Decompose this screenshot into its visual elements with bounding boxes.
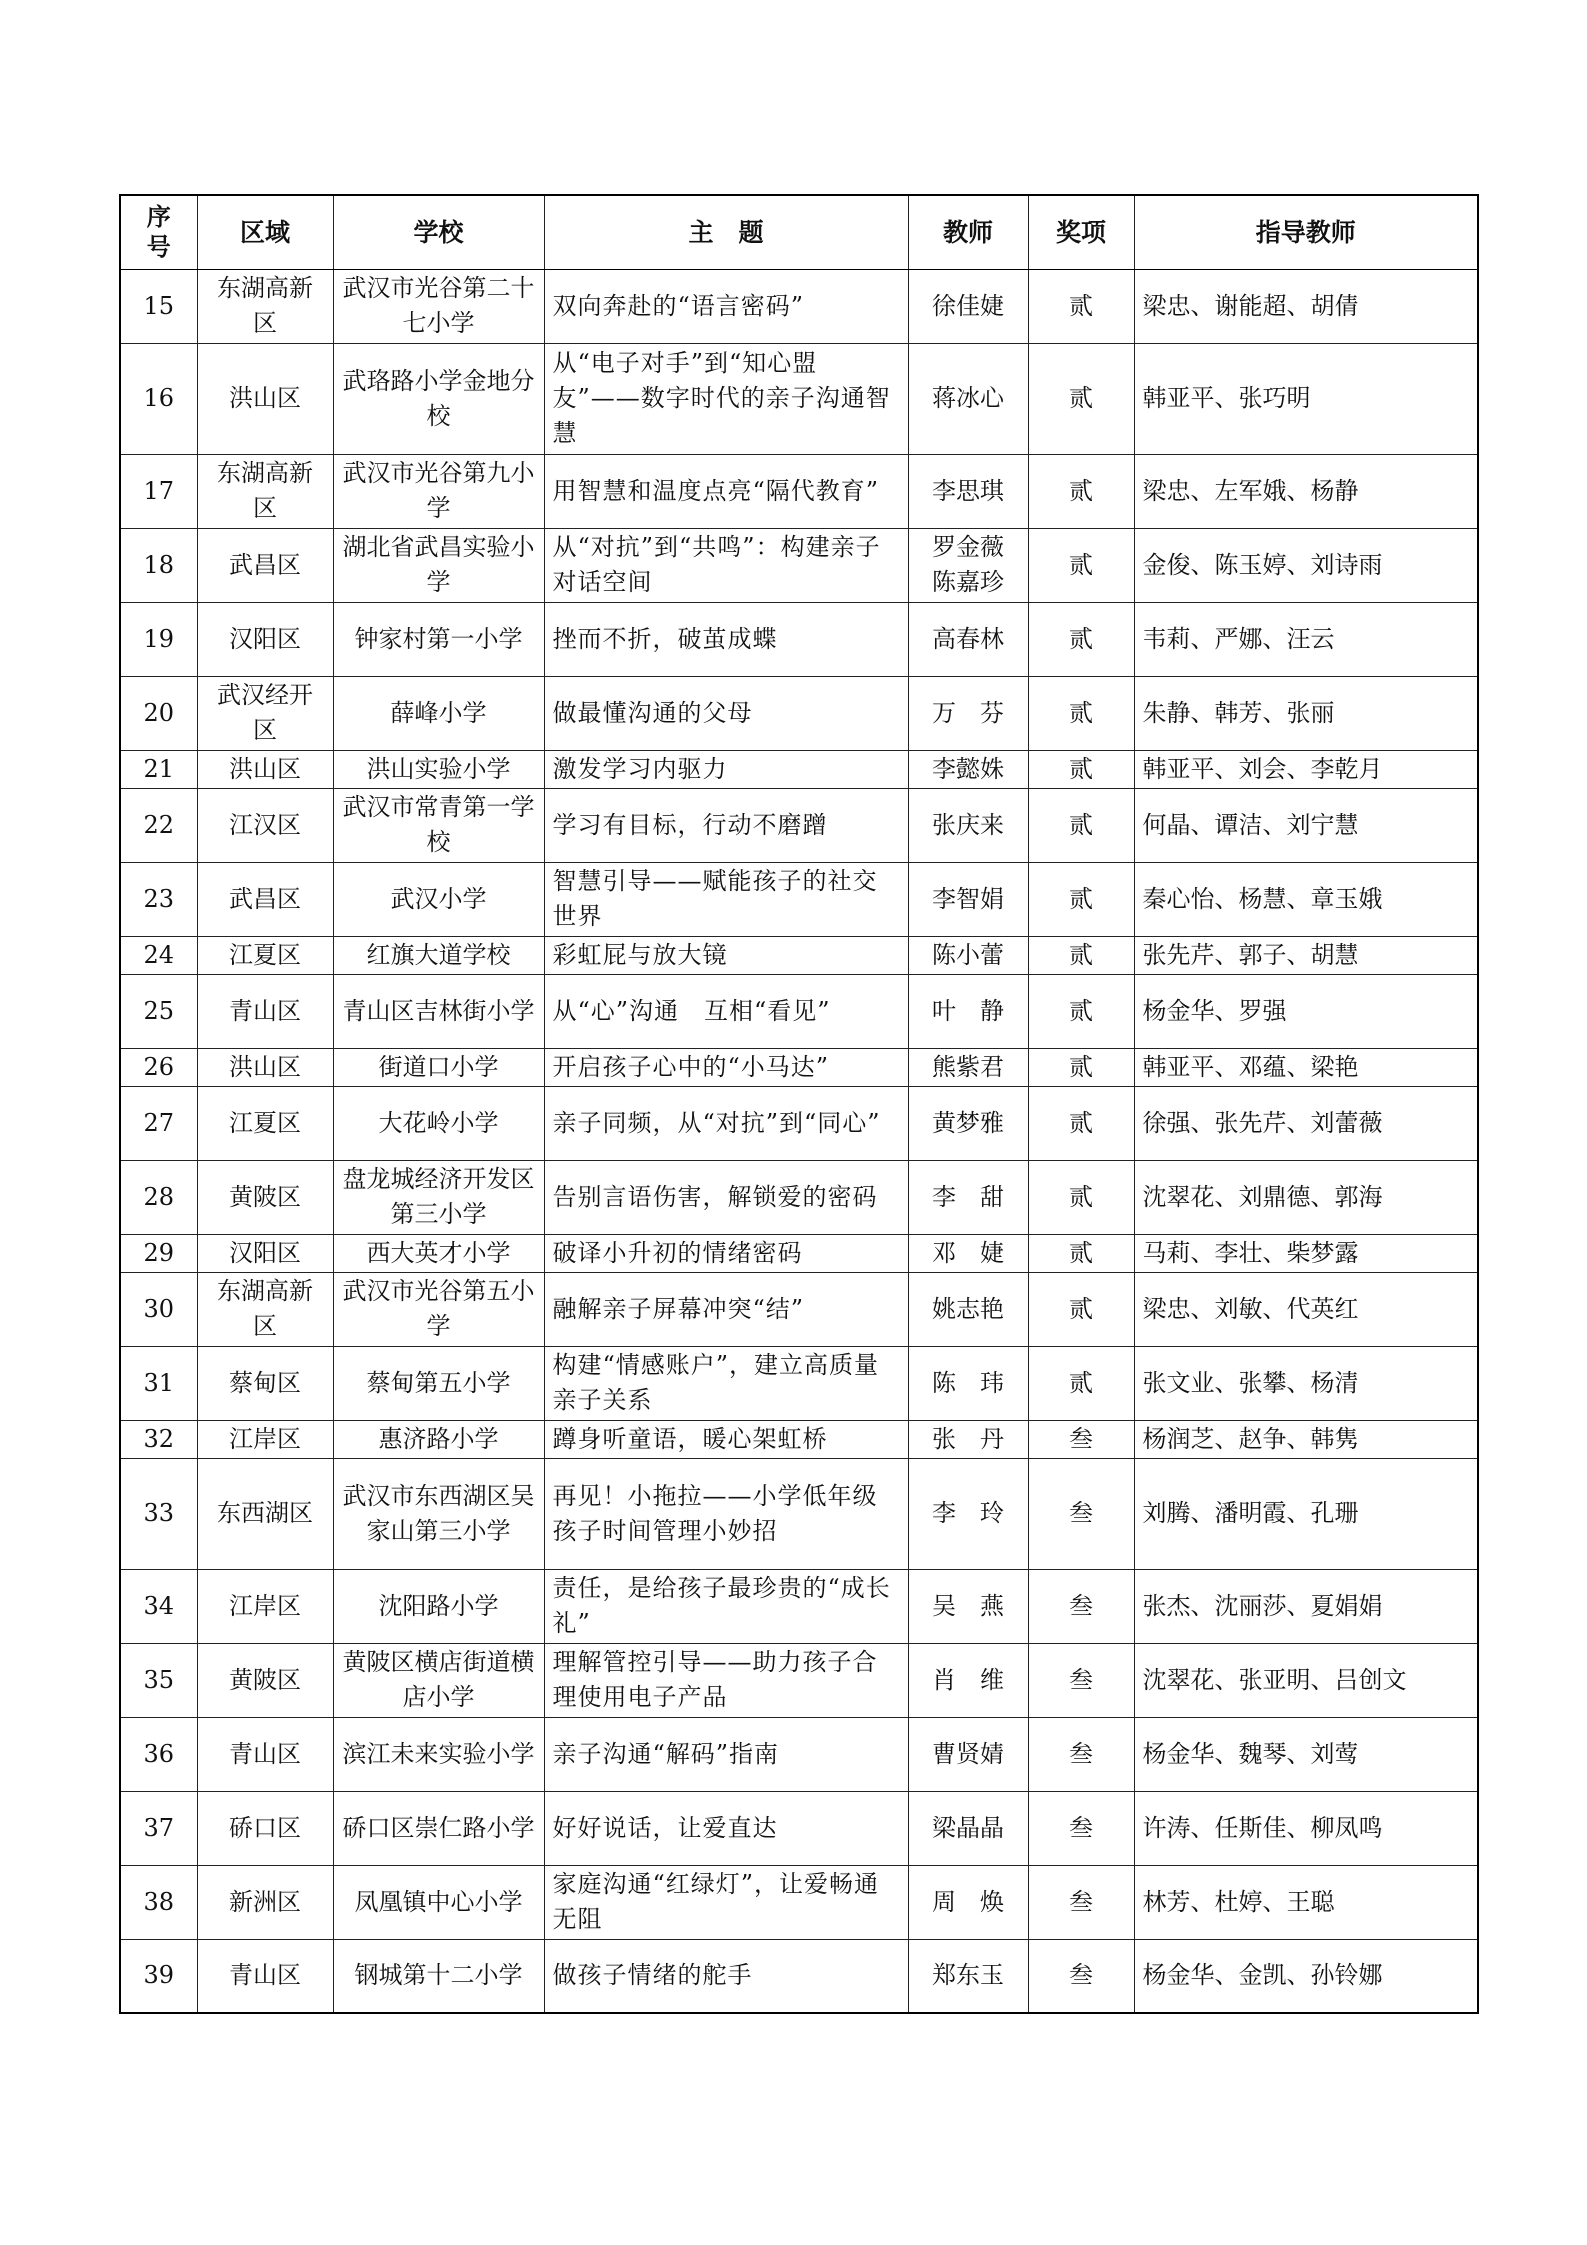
cell-seq: 16 xyxy=(120,343,197,454)
table-row xyxy=(120,862,1478,936)
cell-seq: 27 xyxy=(120,1086,197,1160)
table-row xyxy=(120,1458,1478,1569)
cell-mentors: 徐强、张先芹、刘蕾薇 xyxy=(1134,1086,1478,1160)
cell-topic: 从“心”沟通 互相“看见” xyxy=(544,974,908,1048)
cell-region: 青山区 xyxy=(197,974,333,1048)
header-seq: 序 号 xyxy=(120,195,197,269)
table-row xyxy=(120,1048,1478,1086)
table-row xyxy=(120,1272,1478,1346)
cell-seq: 22 xyxy=(120,788,197,862)
table-body xyxy=(120,269,1478,2013)
cell-mentors: 韦莉、严娜、汪云 xyxy=(1134,602,1478,676)
cell-school: 武汉市光谷第二十七小学 xyxy=(333,269,544,343)
cell-school: 街道口小学 xyxy=(333,1048,544,1086)
cell-mentors: 梁忠、左军娥、杨静 xyxy=(1134,454,1478,528)
table-row xyxy=(120,750,1478,788)
cell-topic: 用智慧和温度点亮“隔代教育” xyxy=(544,454,908,528)
cell-region: 武汉经开区 xyxy=(197,676,333,750)
table-row xyxy=(120,1569,1478,1643)
cell-seq: 38 xyxy=(120,1865,197,1939)
cell-school: 西大英才小学 xyxy=(333,1234,544,1272)
cell-award: 贰 xyxy=(1028,862,1134,936)
cell-teacher: 张庆来 xyxy=(908,788,1028,862)
cell-seq: 28 xyxy=(120,1160,197,1234)
header-award: 奖项 xyxy=(1028,195,1134,269)
cell-region: 武昌区 xyxy=(197,528,333,602)
cell-topic: 智慧引导——赋能孩子的社交世界 xyxy=(544,862,908,936)
cell-school: 沈阳路小学 xyxy=(333,1569,544,1643)
cell-award: 叁 xyxy=(1028,1791,1134,1865)
cell-teacher: 肖 维 xyxy=(908,1643,1028,1717)
header-teacher: 教师 xyxy=(908,195,1028,269)
cell-region: 洪山区 xyxy=(197,343,333,454)
cell-school: 钟家村第一小学 xyxy=(333,602,544,676)
cell-school: 黄陂区横店街道横店小学 xyxy=(333,1643,544,1717)
cell-teacher: 徐佳婕 xyxy=(908,269,1028,343)
cell-region: 江岸区 xyxy=(197,1569,333,1643)
cell-seq: 29 xyxy=(120,1234,197,1272)
cell-topic: 理解管控引导——助力孩子合理使用电子产品 xyxy=(544,1643,908,1717)
awards-table xyxy=(119,194,1479,2014)
cell-seq: 17 xyxy=(120,454,197,528)
cell-school: 武汉小学 xyxy=(333,862,544,936)
cell-mentors: 杨润芝、赵争、韩隽 xyxy=(1134,1420,1478,1458)
table-row xyxy=(120,1234,1478,1272)
cell-award: 贰 xyxy=(1028,974,1134,1048)
cell-region: 黄陂区 xyxy=(197,1160,333,1234)
cell-seq: 15 xyxy=(120,269,197,343)
cell-award: 贰 xyxy=(1028,1048,1134,1086)
cell-award: 叁 xyxy=(1028,1420,1134,1458)
cell-mentors: 张文业、张攀、杨清 xyxy=(1134,1346,1478,1420)
cell-award: 贰 xyxy=(1028,1160,1134,1234)
table-row xyxy=(120,1791,1478,1865)
header-region: 区域 xyxy=(197,195,333,269)
cell-region: 洪山区 xyxy=(197,1048,333,1086)
cell-teacher: 姚志艳 xyxy=(908,1272,1028,1346)
cell-topic: 双向奔赴的“语言密码” xyxy=(544,269,908,343)
cell-teacher: 李思琪 xyxy=(908,454,1028,528)
table-row xyxy=(120,602,1478,676)
cell-seq: 25 xyxy=(120,974,197,1048)
cell-award: 叁 xyxy=(1028,1939,1134,2013)
table-row xyxy=(120,974,1478,1048)
cell-mentors: 马莉、李壮、柴梦露 xyxy=(1134,1234,1478,1272)
cell-teacher: 陈 玮 xyxy=(908,1346,1028,1420)
cell-teacher: 李 玲 xyxy=(908,1458,1028,1569)
cell-topic: 好好说话，让爱直达 xyxy=(544,1791,908,1865)
cell-school: 青山区吉林街小学 xyxy=(333,974,544,1048)
cell-topic: 告别言语伤害，解锁爱的密码 xyxy=(544,1160,908,1234)
cell-award: 贰 xyxy=(1028,750,1134,788)
cell-seq: 19 xyxy=(120,602,197,676)
cell-region: 新洲区 xyxy=(197,1865,333,1939)
table-row xyxy=(120,1086,1478,1160)
cell-school: 凤凰镇中心小学 xyxy=(333,1865,544,1939)
cell-school: 武汉市光谷第五小学 xyxy=(333,1272,544,1346)
cell-teacher: 周 焕 xyxy=(908,1865,1028,1939)
cell-teacher: 郑东玉 xyxy=(908,1939,1028,2013)
header-mentors: 指导教师 xyxy=(1134,195,1478,269)
cell-school: 武汉市光谷第九小学 xyxy=(333,454,544,528)
cell-school: 红旗大道学校 xyxy=(333,936,544,974)
cell-seq: 37 xyxy=(120,1791,197,1865)
table-row xyxy=(120,676,1478,750)
cell-award: 贰 xyxy=(1028,936,1134,974)
cell-seq: 21 xyxy=(120,750,197,788)
cell-award: 贰 xyxy=(1028,1272,1134,1346)
cell-school: 薛峰小学 xyxy=(333,676,544,750)
cell-region: 黄陂区 xyxy=(197,1643,333,1717)
table-row xyxy=(120,936,1478,974)
cell-award: 贰 xyxy=(1028,1086,1134,1160)
cell-topic: 亲子同频，从“对抗”到“同心” xyxy=(544,1086,908,1160)
cell-region: 青山区 xyxy=(197,1939,333,2013)
cell-award: 贰 xyxy=(1028,1234,1134,1272)
cell-topic: 从“电子对手”到“知心盟友”——数字时代的亲子沟通智慧 xyxy=(544,343,908,454)
cell-teacher: 罗金薇 陈嘉珍 xyxy=(908,528,1028,602)
table-row xyxy=(120,1643,1478,1717)
table-row xyxy=(120,1717,1478,1791)
cell-region: 汉阳区 xyxy=(197,602,333,676)
cell-seq: 35 xyxy=(120,1643,197,1717)
cell-region: 蔡甸区 xyxy=(197,1346,333,1420)
cell-award: 叁 xyxy=(1028,1569,1134,1643)
cell-topic: 融解亲子屏幕冲突“结” xyxy=(544,1272,908,1346)
table-row xyxy=(120,1939,1478,2013)
table-row xyxy=(120,454,1478,528)
cell-seq: 34 xyxy=(120,1569,197,1643)
cell-award: 贰 xyxy=(1028,454,1134,528)
cell-topic: 彩虹屁与放大镜 xyxy=(544,936,908,974)
cell-teacher: 高春林 xyxy=(908,602,1028,676)
cell-seq: 23 xyxy=(120,862,197,936)
cell-mentors: 张杰、沈丽莎、夏娟娟 xyxy=(1134,1569,1478,1643)
cell-topic: 蹲身听童语，暖心架虹桥 xyxy=(544,1420,908,1458)
cell-region: 东西湖区 xyxy=(197,1458,333,1569)
cell-teacher: 李智娟 xyxy=(908,862,1028,936)
cell-teacher: 邓 婕 xyxy=(908,1234,1028,1272)
cell-award: 叁 xyxy=(1028,1717,1134,1791)
cell-topic: 破译小升初的情绪密码 xyxy=(544,1234,908,1272)
cell-award: 叁 xyxy=(1028,1458,1134,1569)
cell-mentors: 韩亚平、刘会、李乾月 xyxy=(1134,750,1478,788)
cell-mentors: 许涛、任斯佳、柳凤鸣 xyxy=(1134,1791,1478,1865)
cell-region: 江夏区 xyxy=(197,1086,333,1160)
cell-topic: 责任，是给孩子最珍贵的“成长礼” xyxy=(544,1569,908,1643)
cell-seq: 18 xyxy=(120,528,197,602)
cell-award: 贰 xyxy=(1028,528,1134,602)
cell-mentors: 韩亚平、张巧明 xyxy=(1134,343,1478,454)
cell-school: 武汉市东西湖区吴家山第三小学 xyxy=(333,1458,544,1569)
header-school: 学校 xyxy=(333,195,544,269)
cell-school: 滨江未来实验小学 xyxy=(333,1717,544,1791)
header-row xyxy=(120,195,1478,269)
cell-seq: 30 xyxy=(120,1272,197,1346)
table-row xyxy=(120,788,1478,862)
cell-topic: 激发学习内驱力 xyxy=(544,750,908,788)
cell-seq: 33 xyxy=(120,1458,197,1569)
cell-school: 武珞路小学金地分校 xyxy=(333,343,544,454)
cell-topic: 亲子沟通“解码”指南 xyxy=(544,1717,908,1791)
cell-region: 武昌区 xyxy=(197,862,333,936)
cell-award: 贰 xyxy=(1028,676,1134,750)
table-row xyxy=(120,1865,1478,1939)
table-row xyxy=(120,269,1478,343)
cell-mentors: 张先芹、郭子、胡慧 xyxy=(1134,936,1478,974)
cell-mentors: 杨金华、罗强 xyxy=(1134,974,1478,1048)
cell-seq: 39 xyxy=(120,1939,197,2013)
cell-school: 蔡甸第五小学 xyxy=(333,1346,544,1420)
cell-award: 贰 xyxy=(1028,788,1134,862)
cell-region: 江岸区 xyxy=(197,1420,333,1458)
cell-teacher: 蒋冰心 xyxy=(908,343,1028,454)
table-row xyxy=(120,1420,1478,1458)
cell-mentors: 梁忠、谢能超、胡倩 xyxy=(1134,269,1478,343)
cell-region: 东湖高新区 xyxy=(197,454,333,528)
cell-topic: 构建“情感账户”，建立高质量亲子关系 xyxy=(544,1346,908,1420)
table-row xyxy=(120,1160,1478,1234)
cell-mentors: 韩亚平、邓蕴、梁艳 xyxy=(1134,1048,1478,1086)
cell-teacher: 万 芬 xyxy=(908,676,1028,750)
cell-mentors: 金俊、陈玉婷、刘诗雨 xyxy=(1134,528,1478,602)
table-row xyxy=(120,528,1478,602)
cell-teacher: 曹贤婧 xyxy=(908,1717,1028,1791)
cell-mentors: 杨金华、魏琴、刘莺 xyxy=(1134,1717,1478,1791)
header-topic: 主 题 xyxy=(544,195,908,269)
cell-seq: 36 xyxy=(120,1717,197,1791)
cell-region: 洪山区 xyxy=(197,750,333,788)
cell-school: 武汉市常青第一学校 xyxy=(333,788,544,862)
cell-topic: 再见！小拖拉——小学低年级孩子时间管理小妙招 xyxy=(544,1458,908,1569)
cell-mentors: 沈翠花、张亚明、吕创文 xyxy=(1134,1643,1478,1717)
cell-school: 洪山实验小学 xyxy=(333,750,544,788)
cell-teacher: 李 甜 xyxy=(908,1160,1028,1234)
cell-region: 汉阳区 xyxy=(197,1234,333,1272)
cell-school: 硚口区崇仁路小学 xyxy=(333,1791,544,1865)
cell-seq: 31 xyxy=(120,1346,197,1420)
cell-teacher: 李懿姝 xyxy=(908,750,1028,788)
cell-region: 东湖高新区 xyxy=(197,1272,333,1346)
cell-teacher: 叶 静 xyxy=(908,974,1028,1048)
cell-mentors: 秦心怡、杨慧、章玉娥 xyxy=(1134,862,1478,936)
cell-region: 东湖高新区 xyxy=(197,269,333,343)
cell-seq: 32 xyxy=(120,1420,197,1458)
cell-topic: 做最懂沟通的父母 xyxy=(544,676,908,750)
cell-region: 硚口区 xyxy=(197,1791,333,1865)
cell-teacher: 熊紫君 xyxy=(908,1048,1028,1086)
table-row xyxy=(120,343,1478,454)
cell-teacher: 吴 燕 xyxy=(908,1569,1028,1643)
cell-teacher: 陈小蕾 xyxy=(908,936,1028,974)
cell-topic: 做孩子情绪的舵手 xyxy=(544,1939,908,2013)
cell-teacher: 梁晶晶 xyxy=(908,1791,1028,1865)
cell-award: 贰 xyxy=(1028,269,1134,343)
cell-region: 青山区 xyxy=(197,1717,333,1791)
cell-topic: 从“对抗”到“共鸣”：构建亲子对话空间 xyxy=(544,528,908,602)
cell-teacher: 黄梦雅 xyxy=(908,1086,1028,1160)
cell-award: 叁 xyxy=(1028,1643,1134,1717)
table-row xyxy=(120,1346,1478,1420)
cell-topic: 学习有目标，行动不磨蹭 xyxy=(544,788,908,862)
cell-school: 惠济路小学 xyxy=(333,1420,544,1458)
cell-mentors: 梁忠、刘敏、代英红 xyxy=(1134,1272,1478,1346)
cell-award: 贰 xyxy=(1028,602,1134,676)
cell-school: 钢城第十二小学 xyxy=(333,1939,544,2013)
cell-award: 叁 xyxy=(1028,1865,1134,1939)
cell-seq: 24 xyxy=(120,936,197,974)
cell-mentors: 朱静、韩芳、张丽 xyxy=(1134,676,1478,750)
cell-award: 贰 xyxy=(1028,1346,1134,1420)
cell-mentors: 林芳、杜婷、王聪 xyxy=(1134,1865,1478,1939)
cell-mentors: 何晶、谭洁、刘宁慧 xyxy=(1134,788,1478,862)
cell-mentors: 沈翠花、刘鼎德、郭海 xyxy=(1134,1160,1478,1234)
cell-school: 大花岭小学 xyxy=(333,1086,544,1160)
cell-region: 江夏区 xyxy=(197,936,333,974)
cell-mentors: 刘腾、潘明霞、孔珊 xyxy=(1134,1458,1478,1569)
cell-mentors: 杨金华、金凯、孙铃娜 xyxy=(1134,1939,1478,2013)
cell-region: 江汉区 xyxy=(197,788,333,862)
cell-seq: 26 xyxy=(120,1048,197,1086)
cell-topic: 挫而不折，破茧成蝶 xyxy=(544,602,908,676)
cell-school: 湖北省武昌实验小学 xyxy=(333,528,544,602)
cell-topic: 家庭沟通“红绿灯”，让爱畅通无阻 xyxy=(544,1865,908,1939)
cell-teacher: 张 丹 xyxy=(908,1420,1028,1458)
cell-seq: 20 xyxy=(120,676,197,750)
cell-award: 贰 xyxy=(1028,343,1134,454)
cell-school: 盘龙城经济开发区第三小学 xyxy=(333,1160,544,1234)
cell-topic: 开启孩子心中的“小马达” xyxy=(544,1048,908,1086)
